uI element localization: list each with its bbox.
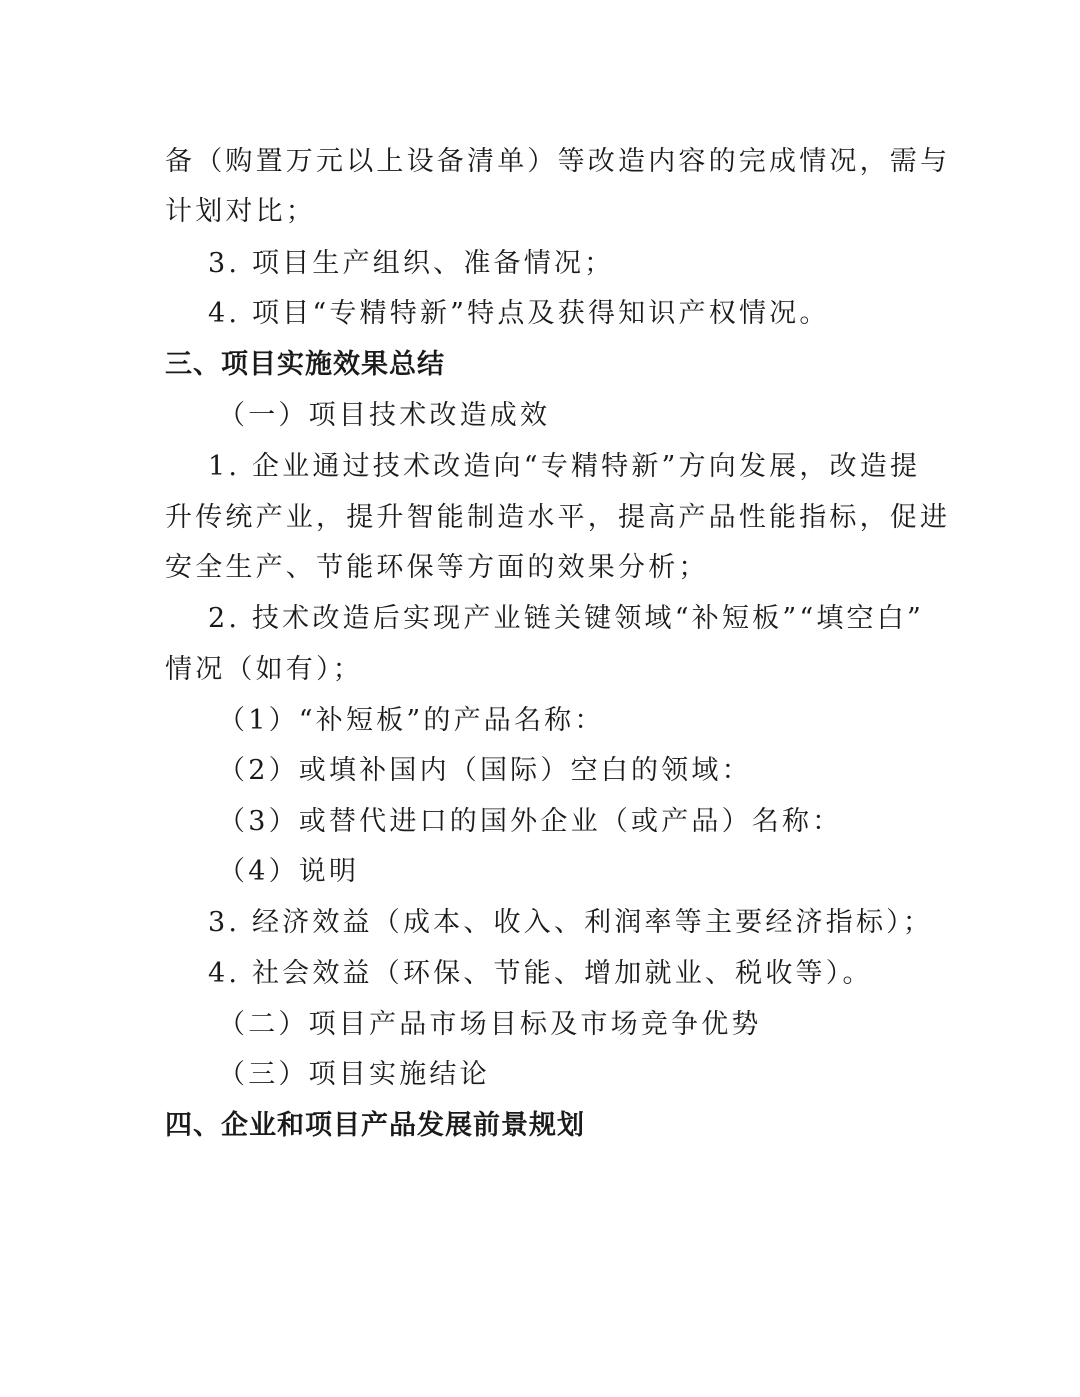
subsection-heading: （一）项目技术改造成效 <box>218 400 551 431</box>
sub-list-item: （1）“补短板”的产品名称： <box>218 705 605 736</box>
sub-list-item: （4）说明 <box>218 856 360 887</box>
list-item: 3. 项目生产组织、准备情况； <box>208 248 615 279</box>
paragraph-line: 升传统产业，提升智能制造水平，提高产品性能指标，促进 <box>165 502 951 533</box>
sub-list-item: （2）或填补国内（国际）空白的领域： <box>218 755 752 786</box>
paragraph-line: 情况（如有）； <box>165 654 363 685</box>
list-item: 4. 项目“专精特新”特点及获得知识产权情况。 <box>208 298 830 329</box>
paragraph-line: 计划对比； <box>165 196 316 227</box>
paragraph-line: 备（购置万元以上设备清单）等改造内容的完成情况，需与 <box>165 146 951 177</box>
paragraph-line: 安全生产、节能环保等方面的效果分析； <box>165 552 709 583</box>
list-item: 1. 企业通过技术改造向“专精特新”方向发展，改造提 <box>208 451 921 482</box>
list-item: 2. 技术改造后实现产业链关键领域“补短板”“填空白” <box>208 603 924 634</box>
section-heading: 三、项目实施效果总结 <box>165 349 445 380</box>
subsection-heading: （三）项目实施结论 <box>218 1059 490 1090</box>
list-item: 3. 经济效益（成本、收入、利润率等主要经济指标）； <box>208 907 934 938</box>
subsection-heading: （二）项目产品市场目标及市场竞争优势 <box>218 1009 762 1040</box>
section-heading: 四、企业和项目产品发展前景规划 <box>165 1110 585 1141</box>
sub-list-item: （3）或替代进口的国外企业（或产品）名称： <box>218 806 843 837</box>
list-item: 4. 社会效益（环保、节能、增加就业、税收等）。 <box>208 958 873 989</box>
